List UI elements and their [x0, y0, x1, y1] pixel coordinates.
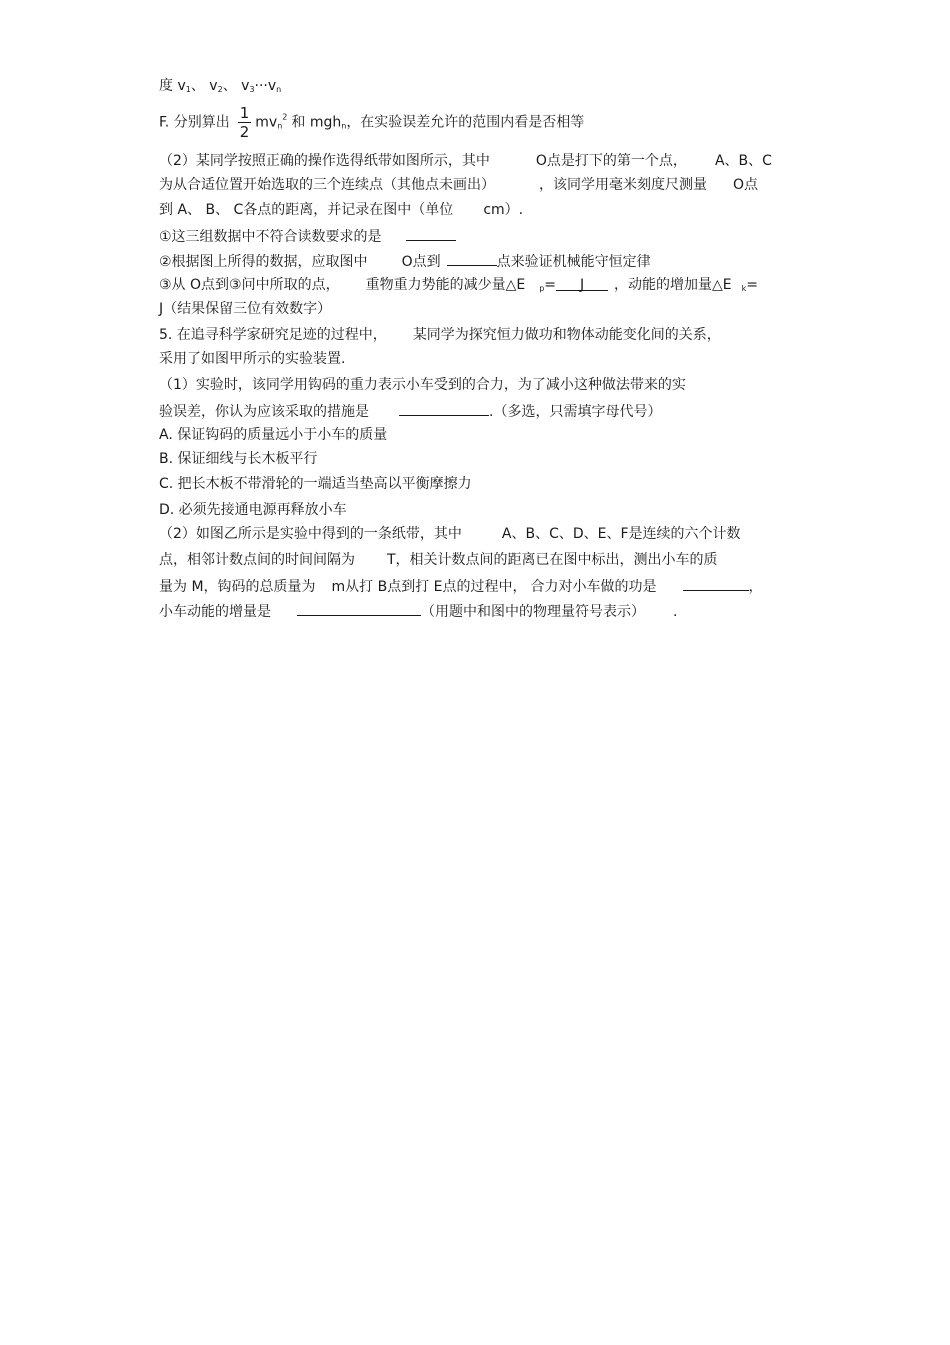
answer-blank-1[interactable]: [406, 226, 456, 241]
answer-blank-5[interactable]: [683, 576, 749, 591]
question-3-continuation: J（结果保留三位有效数字）: [159, 301, 332, 317]
problem-5-continuation: 采用了如图甲所示的实验装置.: [159, 351, 346, 367]
problem-5-part2-line: （2）如图乙所示是实验中得到的一条纸带，其中 A、B、C、D、E、F是连续的六个计数: [159, 526, 741, 542]
answer-blank-2[interactable]: [447, 251, 497, 266]
problem-5-part2-continuation: 点，相邻计数点间的时间间隔为 T，相关计数点间的距离已在图中标出，测出小车的质: [159, 552, 718, 568]
fraction-one-half: $\frac{1}{2}$: [239, 104, 250, 141]
option-c: C. 把长木板不带滑轮的一端适当垫高以平衡摩擦力: [159, 476, 472, 492]
problem-5-part1-continuation: 验误差，你认为应该采取的措施是 .（多选，只需填字母代号）: [159, 401, 661, 421]
problem-5-part2-energy-line: 小车动能的增量是 （用题中和图中的物理量符号表示） .: [159, 601, 677, 621]
line-velocity-list: 度 $v_1$、 $v_2$、 $v_3\cdot\cdot\cdot v_n$: [159, 78, 282, 94]
part2-units-line: 到 A、 B、 C各点的距离，并记录在图中（单位 cm）.: [159, 202, 524, 218]
option-b: B. 保证细线与长木板平行: [159, 451, 318, 467]
part2-intro-line: （2）某同学按照正确的操作选得纸带如图所示，其中 O点是打下的第一个点， A、B、C: [159, 153, 772, 169]
option-d: D. 必须先接通电源再释放小车: [159, 502, 347, 518]
answer-blank-3[interactable]: J: [556, 276, 608, 291]
question-2-line: ②根据图上所得的数据，应取图中 O点到 点来验证机械能守恒定律: [159, 251, 651, 271]
question-3-line: ③从 O点到③问中所取的点， 重物重力势能的减少量△E $_p$= J ，动能的增加量△E $_k$=: [159, 277, 759, 293]
problem-5-part2-work-line: 量为 M，钩码的总质量为 m从打 B点到打 E点的过程中， 合力对小车做的功是 ，: [159, 576, 763, 596]
answer-blank-6[interactable]: [297, 601, 421, 616]
problem-5-part1-line: （1）实验时，该同学用钩码的重力表示小车受到的合力，为了减小这种做法带来的实: [159, 377, 686, 393]
problem-5-line: 5. 在追寻科学家研究足迹的过程中， 某同学为探究恒力做功和物体动能变化间的关系，: [159, 327, 721, 343]
answer-blank-4[interactable]: [399, 401, 489, 416]
step-f-line: F. 分别算出 $\frac{1}{2}$ $mv_n^2$ 和 mgh$_n$，在实验误差允许的范围内看是否相等: [159, 104, 585, 141]
question-1-line: ①这三组数据中不符合读数要求的是: [159, 226, 456, 246]
part2-points-line: 为从合适位置开始选取的三个连续点（其他点未画出） ，该同学用毫米刻度尺测量 O点: [159, 177, 759, 193]
option-a: A. 保证钩码的质量远小于小车的质量: [159, 427, 388, 443]
